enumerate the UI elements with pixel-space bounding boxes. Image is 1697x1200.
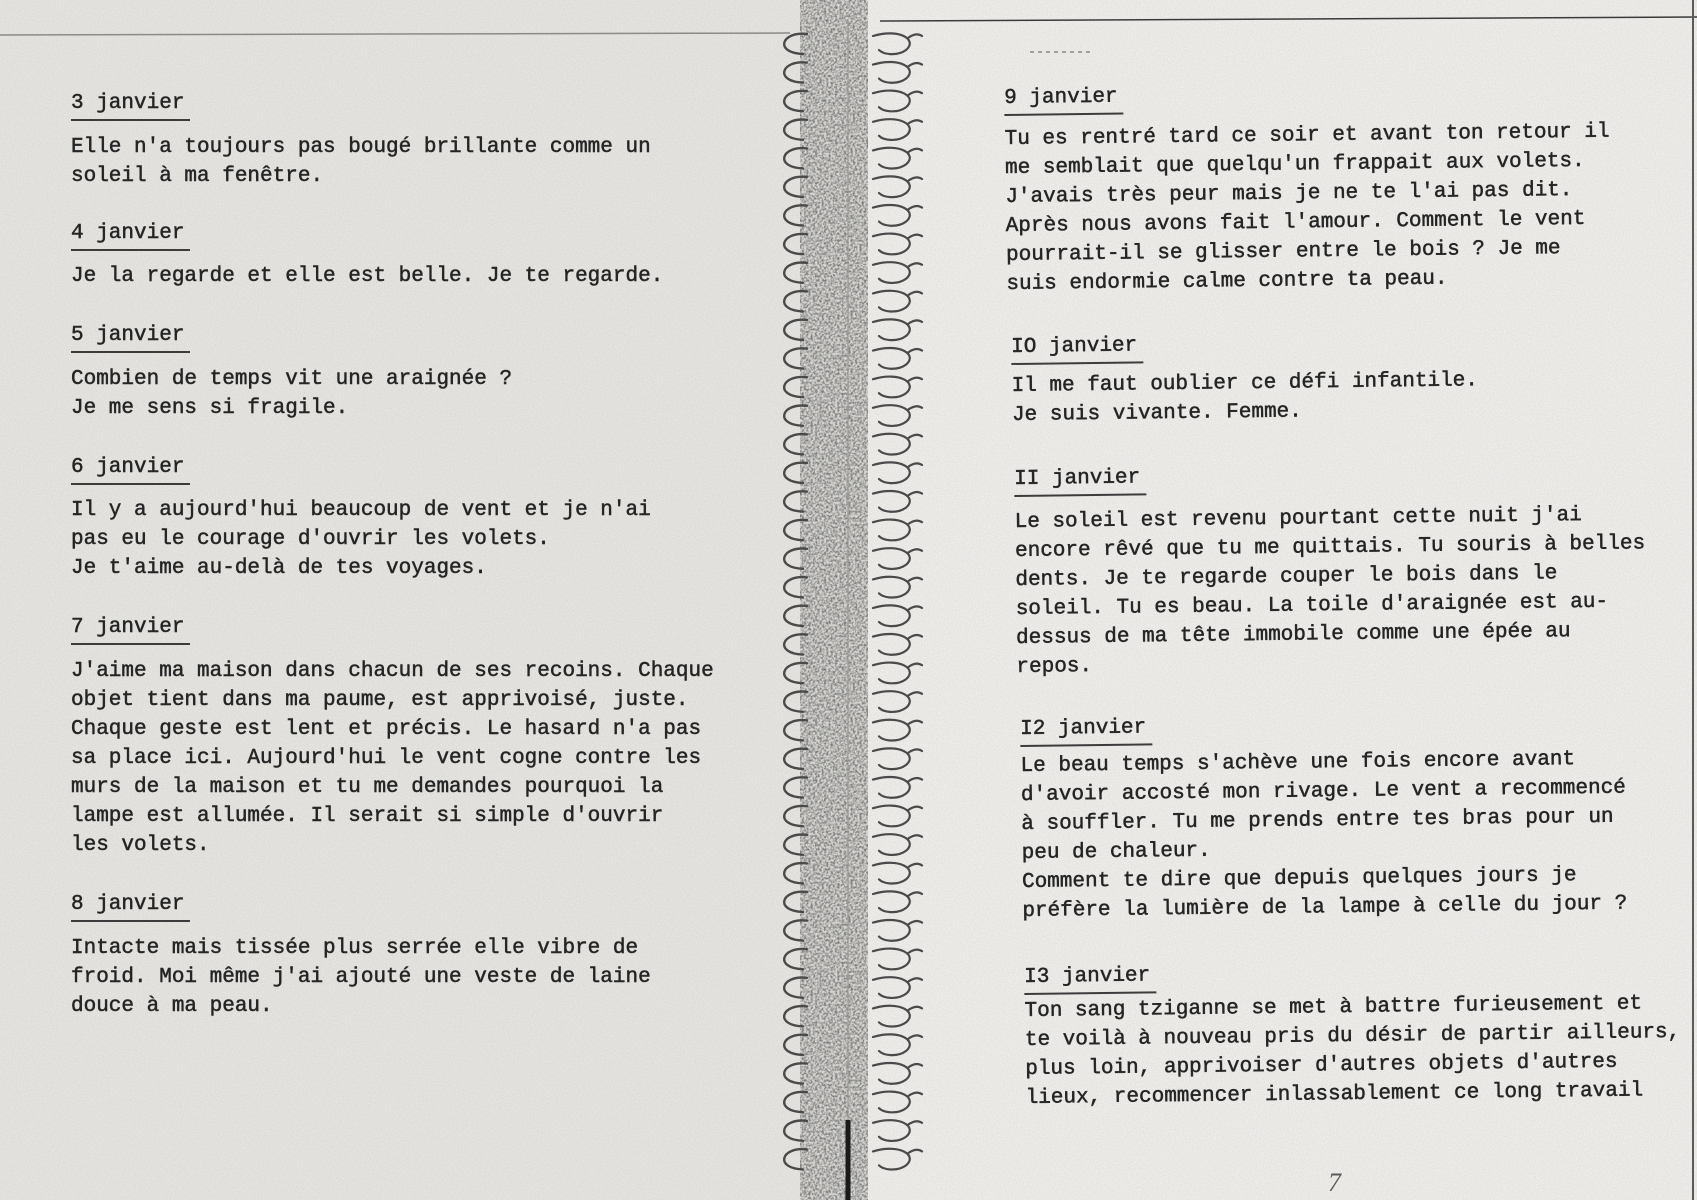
entry-text-line: à souffler. Tu me prends entre tes bras pour un	[1021, 805, 1614, 836]
entry-text-line: objet tient dans ma paume, est apprivoisé, juste.	[71, 689, 689, 712]
entry-text-line: me semblait que quelqu'un frappait aux volets.	[1004, 149, 1585, 180]
entry-text-line: peu de chaleur.	[1021, 839, 1211, 865]
diary-entry-6-janvier	[71, 453, 651, 583]
entry-text	[71, 365, 512, 423]
entry-text-line: Elle n'a toujours pas bougé brillante comme un	[71, 136, 651, 159]
entry-text-line: pas eu le courage d'ouvrir les volets.	[71, 528, 550, 551]
entry-date-heading: 3 janvier	[71, 89, 190, 121]
entry-date-heading: 8 janvier	[71, 890, 190, 922]
entry-text-line: lieux, recommencer inlassablement ce long travail	[1025, 1079, 1644, 1110]
entry-text-line: encore rêvé que tu me quittais. Tu souris à belles	[1014, 532, 1646, 563]
entry-text	[1011, 366, 1478, 430]
diary-entry-5-janvier	[71, 321, 512, 423]
entry-text-line: murs de la maison et tu me demandes pourquoi la	[71, 776, 664, 799]
entry-text-line: soleil. Tu es beau. La toile d'araignée est au-	[1015, 590, 1609, 621]
entry-text	[71, 496, 651, 583]
entry-text-line: Je suis vivante. Femme.	[1011, 400, 1302, 427]
entry-text-line: Je la regarde et elle est belle. Je te regarde.	[71, 265, 664, 288]
entry-text-line: froid. Moi même j'ai ajouté une veste de laine	[71, 966, 651, 989]
entry-date-heading: 5 janvier	[71, 321, 190, 353]
entry-text	[71, 657, 714, 860]
entry-text-line: Le beau temps s'achève une fois encore avant	[1020, 748, 1576, 778]
entry-text	[1015, 500, 1647, 682]
entry-text	[71, 133, 651, 191]
entry-text-line: sa place ici. Aujourd'hui le vent cogne contre les	[71, 747, 702, 770]
entry-text-line: Comment te dire que depuis quelques jours je	[1021, 864, 1577, 894]
entry-date-heading: IO janvier	[1011, 331, 1143, 365]
entry-date-heading: II janvier	[1014, 463, 1146, 497]
diary-entry-12-janvier	[1020, 708, 1627, 926]
entry-text-line: Ton sang tziganne se met à battre furieusement et	[1024, 992, 1643, 1023]
entry-text-line: repos.	[1016, 655, 1093, 679]
entry-text	[71, 262, 663, 291]
entry-text-line: suis endormie calme contre ta peau.	[1006, 267, 1448, 296]
entry-text-line: les volets.	[71, 834, 210, 857]
entry-text-line: douce à ma peau.	[71, 995, 273, 1018]
diary-entry-4-janvier	[71, 219, 663, 291]
entry-text-line: Je t'aime au-delà de tes voyages.	[71, 557, 487, 580]
entry-text-line: Je me sens si fragile.	[71, 397, 349, 420]
entry-date-heading: 4 janvier	[71, 219, 190, 251]
entry-text-line: Tu es rentré tard ce soir et avant ton retour il	[1004, 120, 1610, 151]
entry-text	[1005, 118, 1612, 299]
entry-text	[71, 934, 651, 1021]
entry-date-heading: I3 janvier	[1024, 961, 1156, 995]
entry-text-line: dents. Je te regarde couper le bois dans le	[1015, 562, 1558, 592]
diary-entry-7-janvier	[71, 613, 714, 860]
diary-entry-8-janvier	[71, 890, 651, 1021]
entry-text-line: Il me faut oublier ce défi infantile.	[1011, 369, 1479, 398]
entry-text-line: Le soleil est revenu pourtant cette nuit j'ai	[1014, 504, 1582, 534]
entry-text-line: lampe est allumée. Il serait si simple d'ouvrir	[71, 805, 664, 828]
entry-text-line: Intacte mais tissée plus serrée elle vibre de	[71, 937, 639, 960]
entry-text-line: J'aime ma maison dans chacun de ses recoins. Chaque	[71, 660, 714, 683]
binding-gutter-speckle	[800, 0, 868, 1200]
entry-text	[1024, 989, 1681, 1113]
entry-text-line: Chaque geste est lent et précis. Le hasard n'a pas	[71, 718, 702, 741]
diary-entry-10-janvier	[1011, 327, 1478, 430]
entry-text-line: plus loin, apprivoiser d'autres objets d'autres	[1025, 1050, 1618, 1081]
entry-text-line: soleil à ma fenêtre.	[71, 165, 324, 188]
entry-date-heading: 9 janvier	[1004, 83, 1124, 116]
diary-entry-9-janvier	[1004, 77, 1611, 299]
entry-text-line: pourrait-il se glisser entre le bois ? Je me	[1005, 237, 1561, 267]
entry-text-line: d'avoir accosté mon rivage. Le vent a recommencé	[1020, 776, 1626, 807]
diary-entry-11-janvier	[1014, 457, 1647, 682]
diary-entry-13-janvier	[1024, 955, 1681, 1113]
entry-text-line: Combien de temps vit une araignée ?	[71, 368, 513, 391]
entry-text-line: Après nous avons fait l'amour. Comment le vent	[1005, 207, 1586, 238]
entry-text-line: Il y a aujourd'hui beaucoup de vent et je n'ai	[71, 499, 651, 522]
entry-date-heading: 7 janvier	[71, 613, 190, 645]
entry-text-line: J'avais très peur mais je ne te l'ai pas dit.	[1005, 179, 1573, 209]
page-number: 7	[1328, 1168, 1341, 1197]
entry-text	[1020, 745, 1627, 926]
diary-entry-3-janvier	[71, 89, 651, 191]
entry-date-heading: 6 janvier	[71, 453, 190, 485]
entry-text-line: préfère la lumière de la lampe à celle du jour ?	[1022, 892, 1628, 923]
entry-text-line: te voilà à nouveau pris du désir de partir ailleurs,	[1024, 1020, 1681, 1052]
entry-text-line: dessus de ma tête immobile comme une épée au	[1015, 620, 1571, 650]
entry-date-heading: I2 janvier	[1020, 713, 1152, 747]
